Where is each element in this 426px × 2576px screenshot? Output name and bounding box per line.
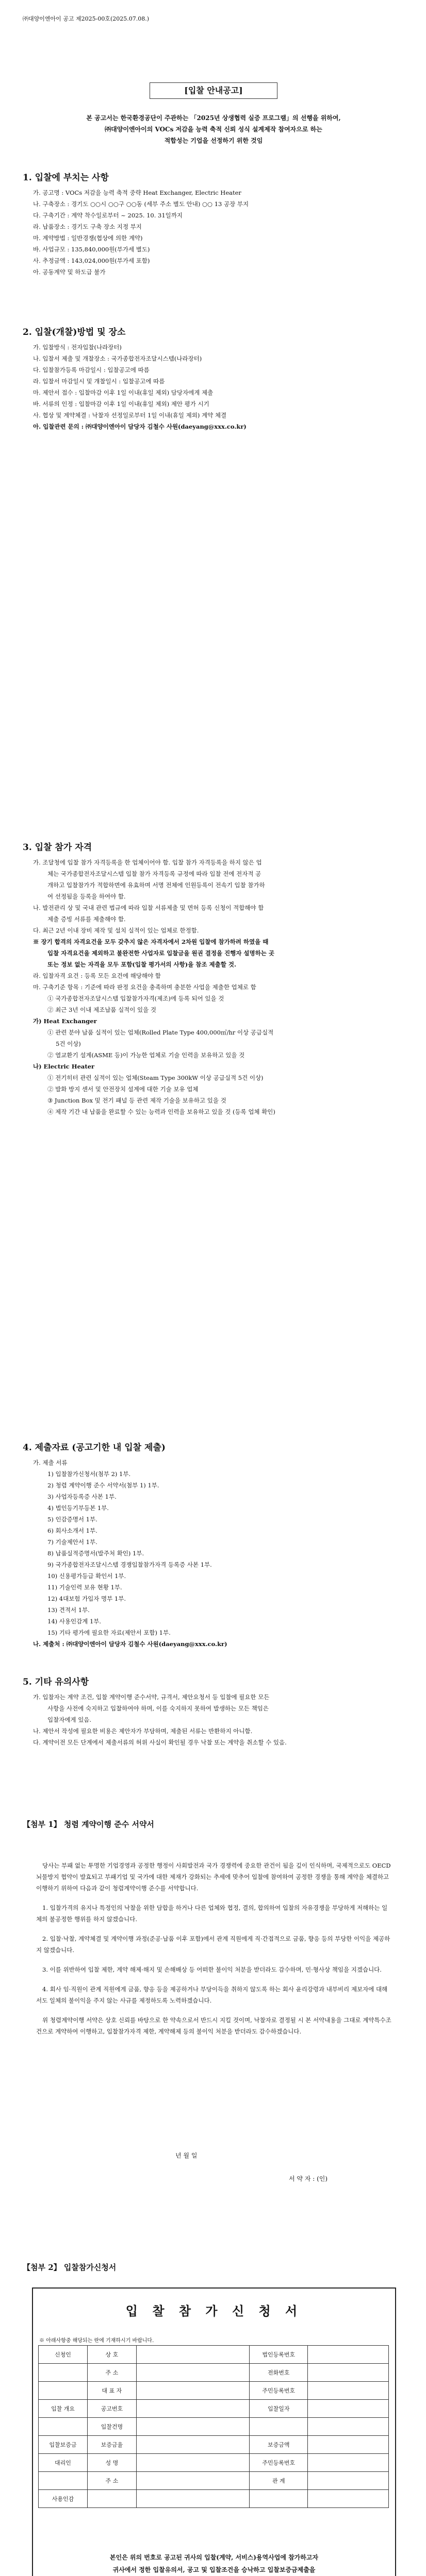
form-pledge: [54, 2551, 374, 2576]
section-line: 마. 제안서 접수 : 입찰마감 이후 1일 이내(휴일 제외) 담당자에게 제출: [33, 389, 214, 396]
section-line: 마. 구축기준 항목 : 기준에 따라 판정 요건을 충족하며 충분한 사업을 제출한 업체로 함: [33, 984, 256, 991]
form-label: 입찰건명: [87, 2418, 136, 2436]
section-submissions: [23, 1440, 404, 1650]
form-title: 입 찰 참 가 신 청 서: [125, 2303, 303, 2318]
section-line: 5건 이상): [56, 1040, 81, 1047]
pledge-paragraph: 2. 입찰·낙찰, 계약체결 및 계약이행 과정(준공·납품 이후 포함)에서 관계 직원에게 직·간접적으로 금품, 향응 등의 부당한 이익을 제공하지 않겠습니다.: [36, 1935, 390, 1954]
form-label: [39, 2418, 88, 2436]
section-line: 8) 납품실적증명서(발주처 확인) 1부.: [47, 1550, 144, 1557]
section-line: 입찰자에게 있음.: [47, 1716, 92, 1723]
section-notes: [23, 1674, 404, 1748]
form-label: 입찰보증금: [39, 2436, 88, 2454]
section-line: 다. 구축기간 : 계약 착수일로부터 ~ 2025. 10. 31일까지: [33, 212, 183, 219]
section-line: 제출 증빙 서류를 제출해야 함.: [47, 916, 126, 923]
section-line: 9) 국가종합전자조달시스템 경쟁입찰참가자격 등록증 사본 1부.: [47, 1561, 212, 1568]
section-line: 나. 제출처 : ㈜대양이엔아이 담당자 김철수 사원(daeyang@xxx.co.kr): [33, 1640, 227, 1648]
form-field[interactable]: [136, 2346, 250, 2364]
section-line: 5) 인감증명서 1부.: [47, 1516, 97, 1523]
form-field[interactable]: [136, 2436, 250, 2454]
section-line: 아. 입찰관련 문의 : ㈜대양이엔아이 담당자 김철수 사원(daeyang@xxx.co.kr): [33, 423, 247, 430]
section-line: 가) Heat Exchanger: [33, 1018, 97, 1025]
pledge-date: 년 월 일: [175, 2152, 198, 2159]
section-line: 사항을 사전에 숙지하고 입찰하여야 하며, 이를 숙지하지 못하여 발생하는 모든 책임은: [47, 1705, 269, 1712]
form-label: 성 명: [87, 2454, 136, 2472]
section-line: 개하고 입찰참가가 적합하면에 유효하며 서명 전체에 인원등록이 전속기 입찰 참가하: [47, 882, 265, 889]
section-line: ② 발화 방지 센서 및 안전장치 설계에 대한 기술 보유 업체: [47, 1086, 199, 1093]
form-label: 보증금액: [250, 2436, 308, 2454]
section-heading: 5. 기타 유의사항: [23, 1677, 89, 1687]
section-line: 가. 조달청에 입찰 참가 자격등록을 한 업체이어야 함. 입찰 참가 자격등록을 하지 않은 업: [33, 859, 262, 866]
form-field[interactable]: [308, 2400, 389, 2418]
form-row: [39, 2364, 389, 2382]
section-line: ① 관련 분야 납품 실적이 있는 업체(Rolled Plate Type 400,000㎥/hr 이상 공급실적: [47, 1029, 274, 1036]
section-line: 10) 신용평가등급 확인서 1부.: [47, 1572, 126, 1580]
form-label: 보증금율: [87, 2436, 136, 2454]
form-field[interactable]: [136, 2472, 250, 2490]
section-line: 라. 입찰서 마감일시 및 개찰일시 : 입찰공고에 따름: [33, 378, 165, 385]
section-line: 가. 입찰자는 계약 조건, 입찰 계약이행 준수서약, 규격서, 제안요청서 등 입찰에 필요한 모든: [33, 1693, 270, 1701]
section-line: 4) 법인등기부등본 1부.: [47, 1504, 109, 1512]
intro-line: 적합성는 기업을 선정하기 위한 것임: [164, 137, 263, 144]
section-line: 다. 계약이전 모든 단계에서 제출서류의 허위 사실이 확인될 경우 낙찰 또는 계약을 취소할 수 있음.: [33, 1739, 287, 1746]
section-bid-method: [23, 325, 404, 432]
form-row: [39, 2436, 389, 2454]
section-line: 가. 공고명 : VOCs 저감을 능력 축적 중략 Heat Exchanger, Electric Heater: [33, 189, 241, 196]
form-field[interactable]: [308, 2346, 389, 2364]
pledge-paragraph: 당사는 부패 없는 투명한 기업경영과 공정한 행정이 사회발전과 국가 경쟁력에 중요한 관건이 됨을 깊이 인식하며, 국제적으로도 OECD 뇌물방지 협약이 발효되고 부패기업 및 국가에 대한 제재가 강화되는 추세에 맞추어 입찰에 참여하여 공정한 경쟁을 통해 계약을 체결하고 이행하기 위하여 다음과 같이 청렴계약이행 준수를 서약합니다.: [36, 1862, 391, 1892]
pledge-paragraph: 위 청렴계약이행 서약은 상호 신뢰를 바탕으로 한 약속으로서 반드시 지킬 것이며, 낙찰자로 결정될 시 본 서약내용을 그대로 계약특수조건으로 계약하여 이행하고, 입찰참가자격 제한, 계약해제 등의 불이익 처분을 받더라도 감수하겠습니다.: [36, 2016, 391, 2035]
form-label: [87, 2490, 136, 2508]
section-line: 가. 제출 서류: [33, 1459, 68, 1466]
section-line: 나. 제안서 작성에 필요한 비용은 제안자가 부담하며, 제출된 서류는 반환하지 아니함.: [33, 1727, 253, 1735]
form-field[interactable]: [308, 2454, 389, 2472]
section-line: 다. 입찰참가등록 마감일시 : 입찰공고에 따름: [33, 366, 150, 374]
form-field[interactable]: [308, 2418, 389, 2436]
form-field[interactable]: [308, 2436, 389, 2454]
pledge-body: [36, 1860, 392, 2045]
form-row: [39, 2418, 389, 2436]
section-line: 아. 공동계약 및 하도급 불가: [33, 268, 106, 276]
section-line: ① 국가종합전자조달시스템 입찰참가자격(제조)에 등록 되어 있을 것: [47, 995, 224, 1002]
pledge-paragraph: 4. 회사 임·직원이 관계 직원에게 금품, 향응 등을 제공하거나 부당이득을 취하지 않도록 하는 회사 윤리강령과 내부비리 제보자에 대해서도 일체의 불이익을 주지 않는 사규를 제정하도록 노력하겠습니다.: [36, 1986, 388, 2004]
form-label: 신청인: [39, 2346, 88, 2364]
intro-line: 본 공고서는 한국환경공단이 주관하는 「2025년 상생협력 실증 프로그램」의 선행을 위하여,: [86, 114, 341, 122]
form-field[interactable]: [308, 2364, 389, 2382]
form-label: 대 표 자: [87, 2382, 136, 2400]
form-label: 주민등록번호: [250, 2454, 308, 2472]
form-field[interactable]: [136, 2382, 250, 2400]
section-heading: 2. 입찰(개찰)방법 및 장소: [23, 327, 126, 337]
section-line: ③ Junction Box 및 전기 패널 등 관련 제작 기술을 보유하고 있을 것: [47, 1097, 226, 1104]
form-row: [39, 2346, 389, 2364]
form-label: 상 호: [87, 2346, 136, 2364]
form-row: [39, 2490, 389, 2508]
form-pledge-line: 본인은 위의 번호로 공고된 귀사의 입찰(계약, 서비스)용역사업에 참가하고자: [109, 2554, 319, 2561]
section-line: 라. 입찰자격 요건 : 등록 모든 요건에 해당해야 함: [33, 972, 161, 979]
section-line: ※ 장기 합격의 자격요건을 모두 갖추지 않은 자격자에서 2차원 입찰에 참가하려 하였을 때: [33, 938, 269, 945]
section-line: 입찰 자격요건을 제외하고 불완전한 사업자로 입찰금을 원권 결정을 진행자 설명하는 곳: [47, 950, 274, 957]
section-line: 14) 사용인감계 1부.: [47, 1618, 102, 1625]
section-line: 나) Electric Heater: [33, 1063, 95, 1070]
section-line: 다. 최근 2년 이내 장비 제작 및 설치 실적이 있는 업체로 한정함.: [33, 927, 199, 934]
attachment-1-heading: 【첨부 1】 청렴 계약이행 준수 서약서: [23, 1820, 154, 1829]
section-bid-items: [23, 170, 404, 278]
pledge-signer: 서 약 자 : (인): [289, 2175, 328, 2182]
form-label: [250, 2490, 308, 2508]
form-label: [39, 2382, 88, 2400]
application-form: [32, 2287, 396, 2576]
section-line: ① 전기히터 관련 실적이 있는 업체(Steam Type 300kW 이상 공급실적 5건 이상): [47, 1074, 264, 1081]
section-line: 마. 계약방법 : 일반경쟁(협상에 의한 계약): [33, 234, 143, 242]
form-field[interactable]: [136, 2364, 250, 2382]
section-heading: 1. 입찰에 부치는 사항: [23, 173, 109, 183]
page-title: [입찰 안내공고]: [150, 82, 277, 99]
section-line: 11) 기술인력 보유 현황 1부.: [47, 1584, 122, 1591]
section-line: 15) 기타 평가에 필요한 자료(제안서 포함) 1부.: [47, 1629, 171, 1636]
form-field[interactable]: [136, 2400, 250, 2418]
section-line: 또는 정보 없는 자격을 모두 포함(입찰 평가서의 사항)을 참조 제출할 것.: [47, 961, 236, 968]
section-line: ② 최근 3년 이내 제조납품 실적이 있을 것: [47, 1006, 157, 1013]
form-label: 전화번호: [250, 2364, 308, 2382]
section-line: 1) 입찰참가신청서(첨부 2) 1부.: [47, 1470, 131, 1478]
section-heading: 4. 제출자료 (공고기한 내 입찰 제출): [23, 1443, 166, 1453]
section-line: 2) 청렴 계약이행 준수 서약서(첨부 1) 1부.: [47, 1482, 159, 1489]
section-line: 나. 입찰서 제출 및 개찰장소 : 국가종합전자조달시스템(나라장터): [33, 355, 202, 362]
form-label: 입찰일자: [250, 2400, 308, 2418]
section-line: 6) 회사소개서 1부.: [47, 1527, 97, 1534]
form-label: 주 소: [87, 2472, 136, 2490]
section-line: 가. 입찰방식 : 전자입찰(나라장터): [33, 344, 122, 351]
form-field[interactable]: [136, 2418, 250, 2436]
section-line: 사. 협상 및 계약체결 : 낙찰자 선정일로부터 1일 이내(휴일 제외) 계약 체결: [33, 412, 227, 419]
section-line: 7) 기술제안서 1부.: [47, 1538, 97, 1546]
notice-number: ㈜대양이엔아이 공고 제2025-00호(2025.07.08.): [23, 15, 150, 22]
form-row: [39, 2382, 389, 2400]
form-label: 법인등록번호: [250, 2346, 308, 2364]
form-label: [39, 2364, 88, 2382]
section-line: 사. 추정금액 : 143,024,000원(부가세 포함): [33, 257, 150, 264]
section-qualifications: [23, 840, 404, 1117]
form-field[interactable]: [136, 2454, 250, 2472]
form-row: [39, 2472, 389, 2490]
form-label: 주민등록번호: [250, 2382, 308, 2400]
pledge-paragraph: 3. 이를 위반하여 입찰 제한, 계약 해제·해지 및 손해배상 등 어떠한 불이익 처분을 받더라도 감수하며, 민·형사상 책임을 지겠습니다.: [42, 1966, 382, 1973]
section-line: 여 선정됨을 등록을 하여야 함.: [47, 893, 126, 900]
pledge-paragraph: 1. 입찰가격의 유지나 특정인의 낙찰을 위한 담합을 하거나 다른 업체와 협정, 결의, 합의하여 입찰의 자유경쟁을 부당하게 저해하는 일체의 불공정한 행위를 하지 않겠습니다.: [36, 1904, 388, 1923]
section-line: 3) 사업자등록증 사본 1부.: [47, 1493, 117, 1500]
section-line: 바. 서류의 인정 : 입찰마감 이후 1일 이내(휴일 제외) 제안 평가 시기: [33, 400, 209, 408]
form-field[interactable]: [308, 2472, 389, 2490]
intro-text: [23, 112, 404, 146]
section-line: 체는 국가종합전자조달시스템 입찰 참가 자격등록 규정에 따라 입찰 전에 전자적 공: [47, 870, 261, 877]
form-label: 주 소: [87, 2364, 136, 2382]
form-field[interactable]: [136, 2490, 250, 2508]
form-row: [39, 2454, 389, 2472]
section-line: 12) 4대보험 가입자 명부 1부.: [47, 1595, 126, 1602]
form-label: 관 계: [250, 2472, 308, 2490]
section-line: 나. 발전관리 상 및 국내 관련 법규에 따라 입찰 서류제출 및 면허 등록 신청이 적합해야 함: [33, 904, 264, 911]
form-label: 공고번호: [87, 2400, 136, 2418]
attachment-2-heading: 【첨부 2】 입찰참가신청서: [23, 2263, 117, 2272]
section-line: 바. 사업규모 : 135,840,000원(부가세 별도): [33, 246, 150, 253]
form-note: ※ 아래사항중 해당되는 란에 기재하시기 바랍니다.: [39, 2338, 154, 2344]
form-field[interactable]: [308, 2490, 389, 2508]
form-label: 입찰 개요: [39, 2400, 88, 2418]
form-label: 사용인감: [39, 2490, 88, 2508]
form-label: 대리인: [39, 2454, 88, 2472]
form-field[interactable]: [308, 2382, 389, 2400]
form-label: [39, 2472, 88, 2490]
section-line: 나. 구축장소 : 경기도 ○○시 ○○구 ○○동 (세부 주소 별도 안내) ○○ 13 공장 부지: [33, 200, 249, 208]
form-table: [38, 2345, 389, 2508]
section-line: ② 열교환기 설계(ASME 등)이 가능한 업체로 기술 인력을 보유하고 있을 것: [47, 1052, 245, 1059]
section-line: 13) 견적서 1부.: [47, 1606, 90, 1614]
section-line: ④ 제작 기간 내 납품을 완료할 수 있는 능력과 인력을 보유하고 있을 것 (등록 업체 확인): [47, 1108, 275, 1115]
form-row: [39, 2400, 389, 2418]
form-pledge-line: 귀사에서 정한 입찰유의서, 공고 및 입찰조건을 승낙하고 입찰보증금제출을: [112, 2566, 316, 2573]
section-line: 라. 납품장소 : 경기도 구축 장소 지정 부지: [33, 223, 142, 230]
intro-line: ㈜대양이엔아이의 VOCs 저감을 능력 축적 신뢰 성식 설계제작 참여자으로 하는: [105, 126, 322, 133]
section-heading: 3. 입찰 참가 자격: [23, 842, 92, 853]
form-label: [250, 2418, 308, 2436]
